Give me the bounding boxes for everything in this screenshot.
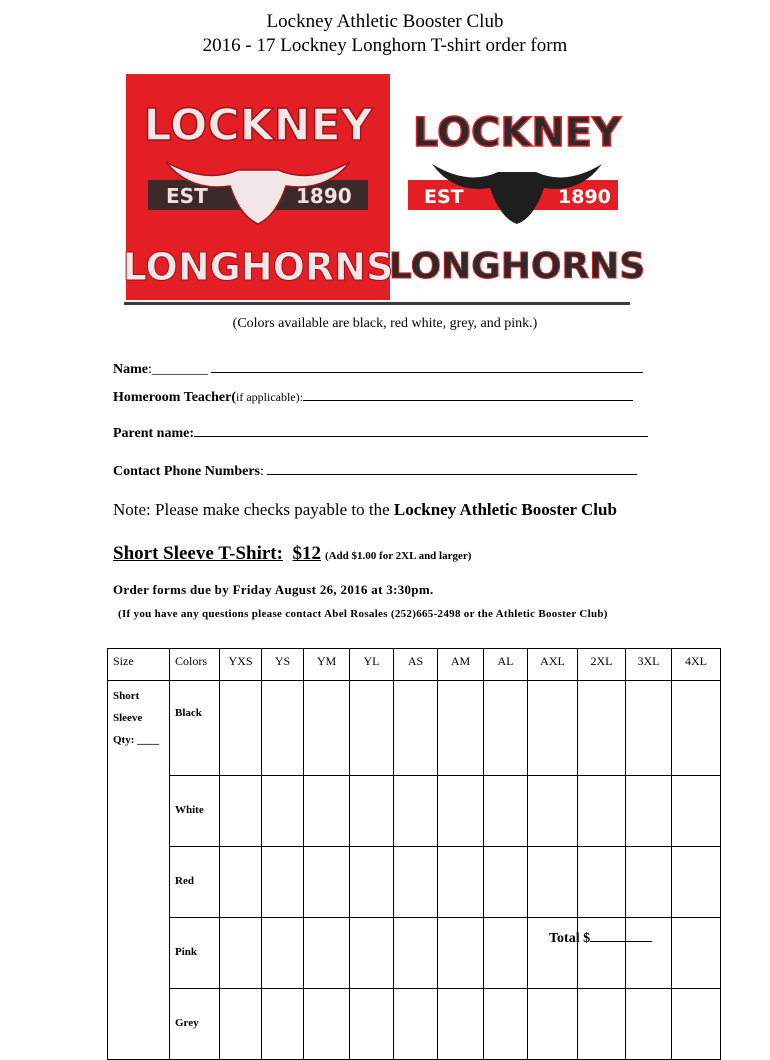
qty-cell[interactable] (528, 847, 578, 918)
logo-est: EST (424, 186, 464, 208)
short-label: Short (113, 690, 140, 702)
total-field[interactable] (549, 927, 652, 947)
qty-cell[interactable] (672, 776, 721, 847)
longhorns-white-logo (388, 96, 646, 296)
divider-rule (124, 302, 630, 305)
colors-header: Colors (170, 649, 220, 681)
contact-label: Contact Phone Numbers (113, 464, 260, 479)
qty-cell[interactable] (672, 918, 721, 989)
qty-cell[interactable] (350, 681, 394, 776)
qty-field[interactable]: Qty: ____ (113, 734, 160, 746)
qty-cell[interactable] (394, 847, 438, 918)
table-row (108, 776, 721, 847)
checks-note-text: Note: Please make checks payable to the (113, 500, 394, 519)
contact-phone-field[interactable] (113, 460, 637, 480)
logo-area (122, 74, 646, 306)
qty-cell[interactable] (220, 776, 262, 847)
qty-cell[interactable] (672, 847, 721, 918)
qty-cell[interactable] (672, 989, 721, 1060)
size-col-header: AL (484, 649, 528, 681)
homeroom-field[interactable] (113, 386, 633, 406)
logo-est: EST (166, 184, 208, 208)
homeroom-blank[interactable] (303, 386, 633, 401)
qty-cell[interactable] (672, 681, 721, 776)
due-date-note: Order forms due by Friday August 26, 2016 at 3:30pm. (113, 582, 434, 597)
qty-cell[interactable] (484, 989, 528, 1060)
qty-cell[interactable] (394, 776, 438, 847)
homeroom-note: if applicable): (236, 390, 303, 404)
qty-cell[interactable] (438, 776, 484, 847)
qty-cell[interactable] (220, 918, 262, 989)
qty-cell[interactable] (304, 989, 350, 1060)
qty-cell[interactable] (626, 989, 672, 1060)
size-col-header: AM (438, 649, 484, 681)
qty-cell[interactable] (304, 847, 350, 918)
qty-cell[interactable] (394, 989, 438, 1060)
form-header (0, 10, 770, 58)
short-sleeve-cell (108, 681, 170, 1060)
qty-cell[interactable] (484, 847, 528, 918)
qty-cell[interactable] (394, 918, 438, 989)
price-line (113, 543, 471, 565)
qty-cell[interactable] (262, 918, 304, 989)
logo-word-top: LOCKNEY (412, 110, 622, 156)
qty-cell[interactable] (438, 989, 484, 1060)
logo-year: 1890 (296, 184, 352, 208)
parent-field[interactable] (113, 422, 648, 442)
qty-cell[interactable] (220, 989, 262, 1060)
name-blank[interactable] (211, 358, 643, 373)
club-title: Lockney Athletic Booster Club (266, 11, 504, 32)
qty-cell[interactable] (484, 918, 528, 989)
checks-payee: Lockney Athletic Booster Club (393, 500, 617, 519)
order-table (107, 648, 721, 1060)
qty-cell[interactable] (484, 776, 528, 847)
qty-cell[interactable] (438, 681, 484, 776)
qty-cell[interactable] (578, 847, 626, 918)
qty-cell[interactable] (438, 918, 484, 989)
longhorns-red-logo (122, 74, 394, 300)
qty-cell[interactable] (262, 847, 304, 918)
contact-blank[interactable] (267, 460, 637, 475)
qty-cell[interactable] (262, 989, 304, 1060)
qty-cell[interactable] (528, 681, 578, 776)
qty-cell[interactable] (304, 776, 350, 847)
qty-cell[interactable] (350, 847, 394, 918)
table-row (108, 847, 721, 918)
qty-cell[interactable] (304, 681, 350, 776)
sleeve-label: Sleeve (113, 712, 143, 724)
logo-word-bottom: LONGHORNS (388, 246, 646, 287)
total-blank[interactable] (590, 927, 652, 942)
parent-blank[interactable] (194, 422, 648, 437)
size-col-header: 3XL (626, 649, 672, 681)
table-header-row (108, 649, 721, 681)
qty-cell[interactable] (528, 989, 578, 1060)
size-col-header: 2XL (578, 649, 626, 681)
contact-note: (If you have any questions please contact Abel Rosales (252)665-2498 or the Athletic Booster Club) (118, 608, 608, 620)
table-row (108, 681, 721, 776)
size-col-header: 4XL (672, 649, 721, 681)
parent-label: Parent name: (113, 426, 194, 441)
size-col-header: AXL (528, 649, 578, 681)
logo-year: 1890 (558, 186, 611, 208)
price-note: (Add $1.00 for 2XL and larger) (324, 550, 472, 562)
qty-cell[interactable] (484, 681, 528, 776)
size-col-header: YL (350, 649, 394, 681)
form-title: 2016 - 17 Lockney Longhorn T-shirt order form (202, 35, 568, 56)
qty-cell[interactable] (350, 776, 394, 847)
color-label: Grey (170, 989, 220, 1060)
logo-word-bottom: LONGHORNS (122, 245, 394, 289)
price-label: Short Sleeve T-Shirt: (113, 543, 283, 564)
qty-cell[interactable] (626, 847, 672, 918)
qty-cell[interactable] (528, 776, 578, 847)
size-col-header: AS (394, 649, 438, 681)
color-label: Black (170, 681, 220, 776)
color-label: Pink (170, 918, 220, 989)
qty-cell[interactable] (578, 989, 626, 1060)
price-amount: $12 (292, 543, 321, 564)
qty-cell[interactable] (626, 681, 672, 776)
colors-note: (Colors available are black, red white, grey, and pink.) (232, 316, 538, 331)
homeroom-label: Homeroom Teacher( (113, 390, 236, 405)
qty-cell[interactable] (578, 776, 626, 847)
qty-cell[interactable] (262, 776, 304, 847)
total-label: Total $ (549, 931, 591, 946)
qty-cell[interactable] (438, 847, 484, 918)
qty-cell[interactable] (350, 918, 394, 989)
name-label: Name (113, 362, 148, 377)
qty-cell[interactable] (262, 681, 304, 776)
color-label: Red (170, 847, 220, 918)
size-col-header: YM (304, 649, 350, 681)
size-header: Size (108, 649, 170, 681)
contact-colon: : (260, 464, 268, 479)
checks-note (113, 500, 617, 520)
size-col-header: YXS (220, 649, 262, 681)
qty-cell[interactable] (578, 681, 626, 776)
qty-cell[interactable] (304, 918, 350, 989)
size-col-header: YS (262, 649, 304, 681)
qty-cell[interactable] (626, 776, 672, 847)
name-field[interactable] (113, 358, 643, 378)
qty-cell[interactable] (394, 681, 438, 776)
qty-cell[interactable] (220, 681, 262, 776)
color-label: White (170, 776, 220, 847)
name-prefix-line: :________ (148, 362, 212, 377)
qty-cell[interactable] (350, 989, 394, 1060)
table-row (108, 989, 721, 1060)
qty-cell[interactable] (220, 847, 262, 918)
logo-word-top: LOCKNEY (143, 100, 373, 151)
